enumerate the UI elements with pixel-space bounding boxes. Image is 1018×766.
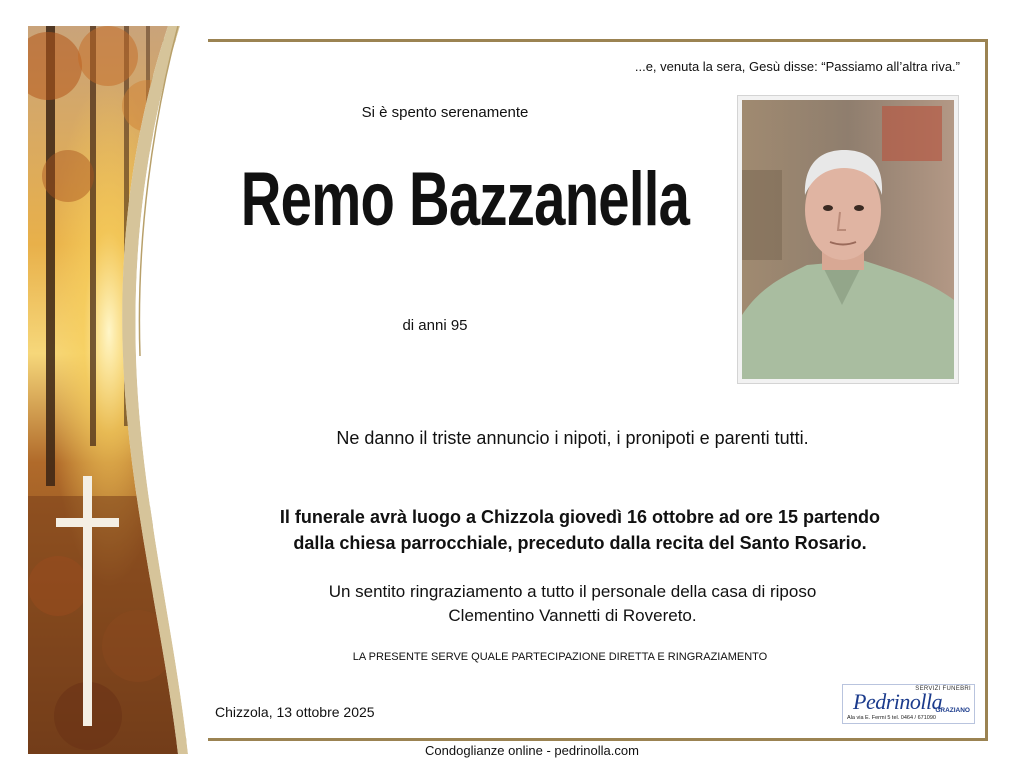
thanks-line-1: Un sentito ringraziamento a tutto il personale della casa di riposo: [328, 582, 817, 601]
footer-condolences: Condoglianze online - pedrinolla.com: [425, 743, 639, 758]
participation-note: LA PRESENTE SERVE QUALE PARTECIPAZIONE DIRETTA E RINGRAZIAMENTO: [352, 651, 768, 663]
funeral-line-2: dalla chiesa parrocchiale, preceduto dalla recita del Santo Rosario.: [293, 533, 867, 553]
age-text: di anni 95: [402, 317, 468, 334]
funeral-line-1: Il funerale avrà luogo a Chizzola giovedì 16 ottobre ad ore 15 partendo: [279, 507, 881, 527]
deceased-name: Remo Bazzanella: [240, 157, 690, 242]
bible-quote: ...e, venuta la sera, Gesù disse: “Passiamo all’altra riva.”: [634, 59, 960, 74]
thanks-line-2: Clementino Vannetti di Rovereto.: [448, 606, 697, 625]
intro-text: Si è spento serenamente: [361, 104, 529, 121]
thanks-text: [200, 580, 945, 628]
logo-address: Ala via E. Fermi 5 tel. 0464 / 671090: [847, 715, 936, 721]
funeral-home-logo: [842, 684, 975, 724]
funeral-details: [190, 504, 970, 556]
place-date: Chizzola, 13 ottobre 2025: [215, 704, 375, 720]
logo-brand: Pedrinolla: [853, 689, 943, 714]
logo-top-text: SERVIZI FUNEBRI: [915, 686, 971, 692]
announcement-text: Ne danno il triste annuncio i nipoti, i pronipoti e parenti tutti.: [336, 428, 809, 448]
logo-sub-brand: GRAZIANO: [935, 707, 970, 714]
autumn-forest-image: [28, 26, 208, 754]
portrait-photo: [738, 96, 958, 383]
